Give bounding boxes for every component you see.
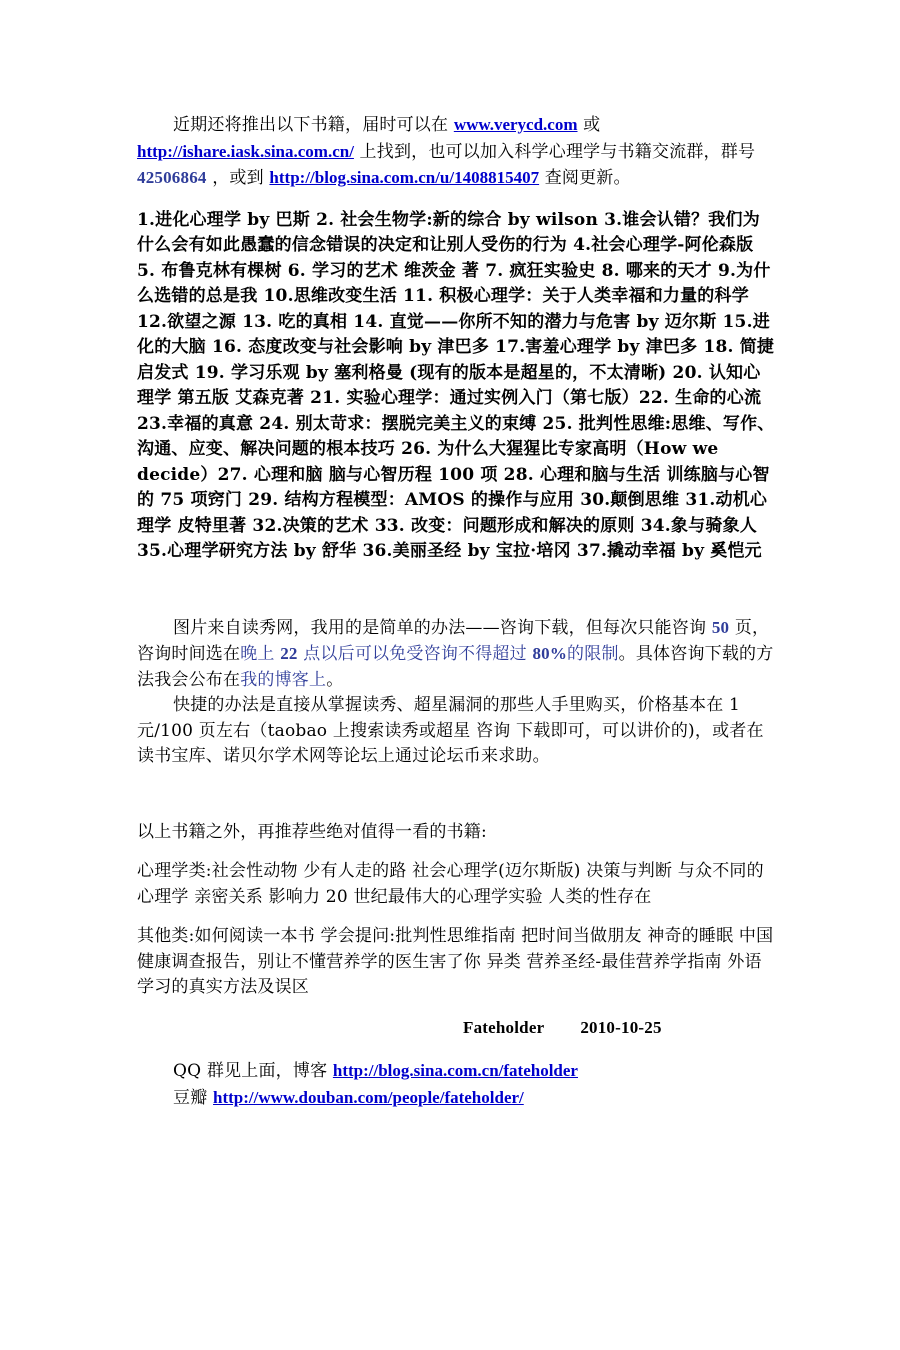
download-blue-3: 的限制 [567,644,619,664]
download-num-percent: 80% [532,644,568,663]
download-text-2: 页，咨询时间选在 [137,617,770,664]
download-text-4: 。 [326,669,344,690]
my-blog-text: 我的博客上 [240,669,327,690]
intro-text-1: 近期还将推出以下书籍，届时可以在 [173,115,454,135]
psychology-books: 心理学类:社会性动物 少有人走的路 社会心理学(迈尔斯版) 决策与判断 与众不同的心理学 亲密关系 影响力 20 世纪最伟大的心理学实验 人类的性存在 [137,861,764,907]
contact-douban-text: 豆瓣 [173,1087,214,1108]
contact-qq-text: QQ 群见上面，博客 [173,1061,333,1081]
group-number: 42506864 [137,168,207,187]
signature [137,1015,777,1041]
contact-block [137,1058,777,1111]
intro-text-5: 查阅更新。 [539,168,631,188]
ishare-link[interactable]: http://ishare.iask.sina.com.cn/ [137,141,354,161]
book-list: 1.进化心理学 by 巴斯 2. 社会生物学:新的综合 by wilson 3.谁会认错？我们为什么会有如此愚蠢的信念错误的决定和让别人受伤的行为 4.社会心理学-阿伦森版 5. 布鲁克林有棵树 6. 学习的艺术 维茨金 著 7. 疯狂实验史 8. 哪来的天才 9.为什么选错的总是我 10.思维改变生活 11. 积极心理学：关于人类幸福和力量的科学 12.欲望之源 13. 吃的真相 14. 直觉——你所不知的潜力与危害 by 迈尔斯 15.进化的大脑 16. 态度改变与社会影响 by 津巴多 17.害羞心理学 by 津巴多 18. 简捷启发式 19. 学习乐观 by 塞利格曼 (现有的版本是超星的，不太清晰) 20. 认知心理学 第五版 艾森克著 21. 实验心理学：通过实例入门（第七版）22. 生命的心流 23.幸福的真意 24. 别太苛求：摆脱完美主义的束缚 25. 批判性思维:思维、写作、沟通、应变、解决问题的根本技巧 26. 为什么大猩猩比专家高明（How we decide）27. 心理和脑 脑与心智历程 100 项 28. 心理和脑与生活 训练脑与心智的 75 项窍门 29. 结构方程模型：AMOS 的操作与应用 30.颠倒思维 31.动机心理学 皮特里著 32.决策的艺术 33. 改变：问题形成和解决的原则 34.象与骑象人 35.心理学研究方法 by 舒华 36.美丽圣经 by 宝拉·培冈 37.撬动幸福 by 奚恺元 [137,209,775,561]
signature-author: Fateholder [463,1017,545,1037]
intro-text-3: 上找到，也可以加入科学心理学与书籍交流群，群号 [353,141,756,162]
signature-date: 2010-10-25 [580,1017,662,1037]
douban-link[interactable]: http://www.douban.com/people/fateholder/ [213,1087,524,1107]
download-num-pages: 50 [711,617,730,637]
sina-blog-link[interactable]: http://blog.sina.com.cn/u/1408815407 [269,168,540,187]
intro-paragraph [137,112,777,192]
download-text-1: 图片来自读秀网，我用的是简单的办法——咨询下载，但每次只能咨询 [173,617,712,638]
download-blue-2: 点以后可以免受咨询不得超过 [297,644,533,664]
recommend-intro: 以上书籍之外，再推荐些绝对值得一看的书籍: [137,821,487,842]
download-blue-1: 晚上 [240,644,281,664]
download-text-3: 。具体咨询下载的方法我会公布在 [137,644,774,690]
contact-qq-line [173,1058,777,1085]
shortcut-note-paragraph: 快捷的办法是直接从掌握读秀、超星漏洞的那些人手里购买，价格基本在 1 元/100 页左右（taobao 上搜索读秀或超星 咨询 下载即可，可以讲价的)，或者在读书宝库、诺贝尔学术网等论坛上通过论坛币来求助。 [137,695,764,766]
download-num-hour: 22 [280,644,298,663]
document-page [137,112,777,1111]
contact-douban-line [173,1085,777,1112]
fateholder-blog-link[interactable]: http://blog.sina.com.cn/fateholder [332,1061,578,1080]
intro-text-4: ，或到 [206,168,270,188]
intro-text-2: 或 [577,115,601,135]
download-note-paragraph [137,615,777,694]
verycd-link[interactable]: www.verycd.com [453,115,578,134]
other-books: 其他类:如何阅读一本书 学会提问:批判性思维指南 把时间当做朋友 神奇的睡眠 中国健康调查报告，别让不懂营养学的医生害了你 异类 营养圣经-最佳营养学指南 外语学习的真实方法及误区 [137,926,774,997]
